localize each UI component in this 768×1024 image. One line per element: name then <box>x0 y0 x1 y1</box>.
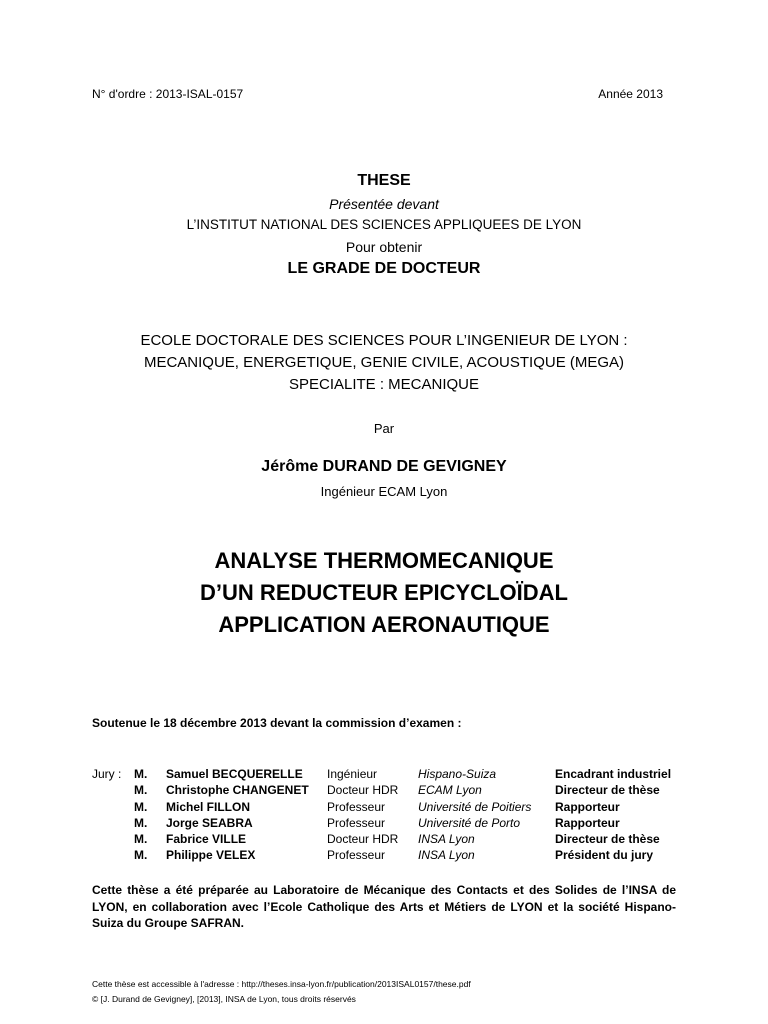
jury-role: Directeur de thèse <box>555 832 660 847</box>
degree-title: LE GRADE DE DOCTEUR <box>287 260 481 277</box>
jury-civility: M. <box>134 799 148 814</box>
defense-statement: Soutenue le 18 décembre 2013 devant la commission d’examen : <box>92 716 462 730</box>
jury-institution: INSA Lyon <box>418 848 475 863</box>
jury-name: Samuel BECQUERELLE <box>166 767 303 781</box>
jury-institution: Université de Poitiers <box>418 799 532 814</box>
institution-name: L’INSTITUT NATIONAL DES SCIENCES APPLIQUEES DE LYON <box>186 217 582 232</box>
thesis-title <box>0 545 768 641</box>
jury-institution: Université de Porto <box>418 815 521 830</box>
jury-civility: M. <box>134 767 148 781</box>
jury-civility: M. <box>134 783 148 798</box>
jury-civility: M. <box>134 832 148 847</box>
access-url-note: Cette thèse est accessible à l'adresse : http://theses.insa-lyon.fr/publication/2013ISAL0157/these.pdf <box>92 979 471 989</box>
jury-name: Jorge SEABRA <box>166 815 253 830</box>
jury-role: Directeur de thèse <box>555 783 660 798</box>
jury-institution: ECAM Lyon <box>418 783 482 798</box>
jury-name: Michel FILLON <box>166 799 250 814</box>
jury-grade: Professeur <box>327 799 386 814</box>
to-obtain: Pour obtenir <box>345 239 423 255</box>
jury-role: Rapporteur <box>555 799 620 814</box>
year: Année 2013 <box>598 87 663 101</box>
jury-civility: M. <box>134 848 148 863</box>
jury-role: Encadrant industriel <box>555 767 672 781</box>
jury-grade: Professeur <box>327 848 386 863</box>
preparation-statement: Cette thèse a été préparée au Laboratoire de Mécanique des Contacts et des Solides de l’INSA de LYON, en collaboration avec l’Ecole Catholique des Arts et Métiers de LYON et la société Hispano-Suiza du Groupe SAFRAN. <box>92 883 676 930</box>
jury-grade: Ingénieur <box>327 767 378 781</box>
jury-grade: Docteur HDR <box>327 783 399 798</box>
title-line-3: APPLICATION AERONAUTIQUE <box>218 612 550 637</box>
copyright-note: © [J. Durand de Gevigney], [2013], INSA de Lyon, tous droits réservés <box>92 994 356 1004</box>
order-number: N° d'ordre : 2013-ISAL-0157 <box>92 87 244 101</box>
jury-role: Président du jury <box>555 848 654 863</box>
author-name: Jérôme DURAND DE GEVIGNEY <box>261 458 507 475</box>
jury-institution: Hispano-Suiza <box>418 767 497 781</box>
speciality: SPECIALITE : MECANIQUE <box>288 376 480 393</box>
document-type: THESE <box>357 172 411 189</box>
jury-grade: Professeur <box>327 815 386 830</box>
title-line-2: D’UN REDUCTEUR EPICYCLOÏDAL <box>200 580 568 605</box>
doctoral-school-line-2: MECANIQUE, ENERGETIQUE, GENIE CIVILE, ACOUSTIQUE (MEGA) <box>143 354 625 371</box>
jury-name: Philippe VELEX <box>166 848 256 863</box>
jury-civility: M. <box>134 815 148 830</box>
by-label: Par <box>373 421 395 436</box>
jury-name: Fabrice VILLE <box>166 832 247 847</box>
jury-institution: INSA Lyon <box>418 832 475 847</box>
doctoral-school-line-1: ECOLE DOCTORALE DES SCIENCES POUR L’INGENIEUR DE LYON : <box>140 332 628 349</box>
doctoral-school <box>0 330 768 396</box>
jury-name: Christophe CHANGENET <box>166 783 309 798</box>
presented-before: Présentée devant <box>329 196 439 212</box>
jury-role: Rapporteur <box>555 815 620 830</box>
jury-label: Jury : <box>92 767 122 781</box>
author-subtitle: Ingénieur ECAM Lyon <box>320 484 448 499</box>
title-line-1: ANALYSE THERMOMECANIQUE <box>214 548 554 573</box>
jury-grade: Docteur HDR <box>327 832 399 847</box>
